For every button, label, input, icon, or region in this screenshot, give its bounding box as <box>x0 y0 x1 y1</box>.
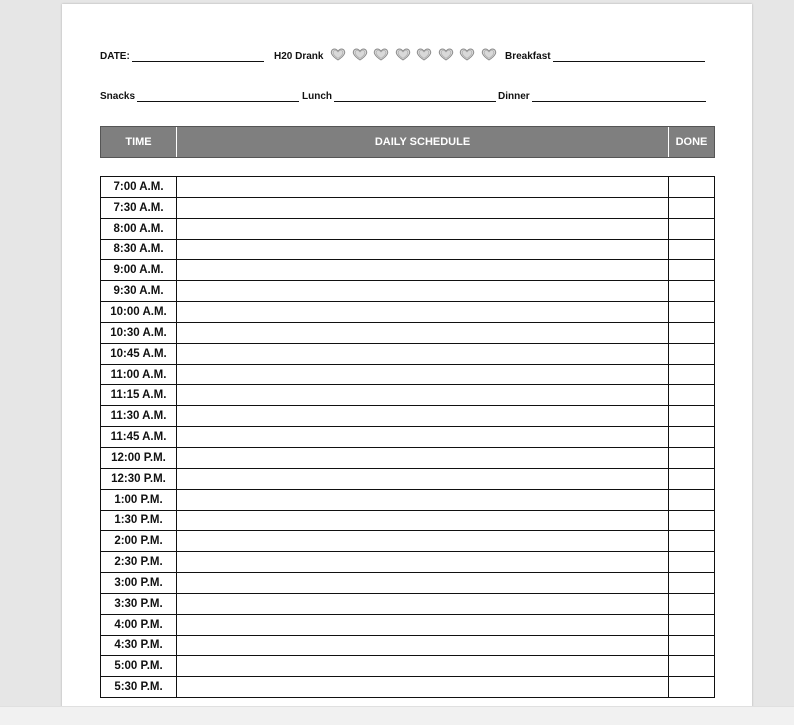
table-row <box>101 219 714 240</box>
dinner-line <box>532 91 706 102</box>
done-cell[interactable] <box>669 177 714 197</box>
heart-outline-icon[interactable] <box>352 46 368 62</box>
schedule-header <box>100 126 715 158</box>
table-row <box>101 490 714 511</box>
done-cell[interactable] <box>669 323 714 343</box>
time-cell: 11:45 A.M. <box>101 427 177 447</box>
date-field[interactable] <box>100 48 264 62</box>
water-hearts <box>330 46 502 62</box>
schedule-cell[interactable] <box>177 365 669 385</box>
heart-outline-icon[interactable] <box>330 46 346 62</box>
schedule-cell[interactable] <box>177 615 669 635</box>
done-cell[interactable] <box>669 531 714 551</box>
done-cell[interactable] <box>669 490 714 510</box>
breakfast-line <box>553 51 705 62</box>
table-row <box>101 469 714 490</box>
schedule-cell[interactable] <box>177 677 669 697</box>
time-cell: 2:30 P.M. <box>101 552 177 572</box>
heart-outline-icon[interactable] <box>459 46 475 62</box>
snacks-field[interactable] <box>100 88 299 102</box>
done-cell[interactable] <box>669 656 714 676</box>
time-cell: 8:00 A.M. <box>101 219 177 239</box>
time-cell: 10:00 A.M. <box>101 302 177 322</box>
lunch-label: Lunch <box>302 91 332 102</box>
time-cell: 5:30 P.M. <box>101 677 177 697</box>
schedule-cell[interactable] <box>177 573 669 593</box>
table-row <box>101 344 714 365</box>
schedule-cell[interactable] <box>177 219 669 239</box>
schedule-cell[interactable] <box>177 469 669 489</box>
schedule-cell[interactable] <box>177 260 669 280</box>
table-row <box>101 594 714 615</box>
table-row <box>101 531 714 552</box>
table-row <box>101 427 714 448</box>
done-cell[interactable] <box>669 406 714 426</box>
time-cell: 4:00 P.M. <box>101 615 177 635</box>
time-cell: 5:00 P.M. <box>101 656 177 676</box>
time-cell: 11:00 A.M. <box>101 365 177 385</box>
table-row <box>101 677 714 698</box>
bottom-bar <box>0 706 794 725</box>
done-cell[interactable] <box>669 281 714 301</box>
time-cell: 11:30 A.M. <box>101 406 177 426</box>
time-cell: 8:30 A.M. <box>101 240 177 260</box>
schedule-cell[interactable] <box>177 636 669 656</box>
done-cell[interactable] <box>669 511 714 531</box>
schedule-cell[interactable] <box>177 281 669 301</box>
snacks-label: Snacks <box>100 91 136 102</box>
schedule-cell[interactable] <box>177 177 669 197</box>
time-cell: 7:00 A.M. <box>101 177 177 197</box>
done-cell[interactable] <box>669 636 714 656</box>
table-row <box>101 177 714 198</box>
table-row <box>101 365 714 386</box>
time-cell: 9:30 A.M. <box>101 281 177 301</box>
done-cell[interactable] <box>669 344 714 364</box>
time-cell: 7:30 A.M. <box>101 198 177 218</box>
table-row <box>101 385 714 406</box>
schedule-cell[interactable] <box>177 198 669 218</box>
time-cell: 1:00 P.M. <box>101 490 177 510</box>
table-row <box>101 406 714 427</box>
table-row <box>101 281 714 302</box>
table-row <box>101 656 714 677</box>
schedule-cell[interactable] <box>177 552 669 572</box>
time-cell: 12:00 P.M. <box>101 448 177 468</box>
time-cell: 9:00 A.M. <box>101 260 177 280</box>
time-cell: 4:30 P.M. <box>101 636 177 656</box>
done-cell[interactable] <box>669 573 714 593</box>
done-cell[interactable] <box>669 594 714 614</box>
schedule-cell[interactable] <box>177 531 669 551</box>
snacks-line <box>137 91 299 102</box>
done-cell[interactable] <box>669 469 714 489</box>
table-row <box>101 636 714 657</box>
schedule-cell[interactable] <box>177 344 669 364</box>
header-row-2 <box>62 88 752 106</box>
schedule-cell[interactable] <box>177 240 669 260</box>
done-cell[interactable] <box>669 552 714 572</box>
time-cell: 11:15 A.M. <box>101 385 177 405</box>
time-cell: 3:30 P.M. <box>101 594 177 614</box>
table-row <box>101 552 714 573</box>
dinner-label: Dinner <box>498 91 530 102</box>
col-done-header: DONE <box>675 136 708 148</box>
done-cell[interactable] <box>669 615 714 635</box>
time-cell: 10:30 A.M. <box>101 323 177 343</box>
schedule-cell[interactable] <box>177 302 669 322</box>
h2o-field <box>274 48 323 62</box>
schedule-cell[interactable] <box>177 490 669 510</box>
table-row <box>101 573 714 594</box>
schedule-cell[interactable] <box>177 594 669 614</box>
document-page <box>62 4 752 725</box>
header-row-1 <box>62 48 752 66</box>
done-cell[interactable] <box>669 260 714 280</box>
done-cell[interactable] <box>669 448 714 468</box>
done-cell[interactable] <box>669 240 714 260</box>
breakfast-field[interactable] <box>505 48 705 62</box>
schedule-cell[interactable] <box>177 323 669 343</box>
table-row <box>101 240 714 261</box>
time-cell: 10:45 A.M. <box>101 344 177 364</box>
lunch-line <box>334 91 496 102</box>
table-row <box>101 615 714 636</box>
heart-outline-icon[interactable] <box>481 46 497 62</box>
table-row <box>101 323 714 344</box>
dinner-field[interactable] <box>498 88 706 102</box>
heart-outline-icon[interactable] <box>438 46 454 62</box>
schedule-cell[interactable] <box>177 385 669 405</box>
time-cell: 2:00 P.M. <box>101 531 177 551</box>
heart-outline-icon[interactable] <box>395 46 411 62</box>
done-cell[interactable] <box>669 198 714 218</box>
col-schedule-header: DAILY SCHEDULE <box>177 127 669 157</box>
schedule-cell[interactable] <box>177 406 669 426</box>
lunch-field[interactable] <box>302 88 496 102</box>
done-cell[interactable] <box>669 427 714 447</box>
table-row <box>101 198 714 219</box>
schedule-table <box>100 176 715 698</box>
date-label: DATE: <box>100 51 130 62</box>
done-cell[interactable] <box>669 385 714 405</box>
done-cell[interactable] <box>669 677 714 697</box>
schedule-cell[interactable] <box>177 448 669 468</box>
time-cell: 12:30 P.M. <box>101 469 177 489</box>
breakfast-label: Breakfast <box>505 51 551 62</box>
heart-outline-icon[interactable] <box>373 46 389 62</box>
table-row <box>101 260 714 281</box>
schedule-cell[interactable] <box>177 656 669 676</box>
table-row <box>101 448 714 469</box>
heart-outline-icon[interactable] <box>416 46 432 62</box>
schedule-cell[interactable] <box>177 511 669 531</box>
h2o-label: H20 Drank <box>274 51 324 62</box>
done-cell[interactable] <box>669 365 714 385</box>
table-row <box>101 302 714 323</box>
date-line <box>132 51 264 62</box>
time-cell: 3:00 P.M. <box>101 573 177 593</box>
time-cell: 1:30 P.M. <box>101 511 177 531</box>
table-row <box>101 511 714 532</box>
col-time-header: TIME <box>101 127 177 157</box>
schedule-cell[interactable] <box>177 427 669 447</box>
done-cell[interactable] <box>669 302 714 322</box>
done-cell[interactable] <box>669 219 714 239</box>
